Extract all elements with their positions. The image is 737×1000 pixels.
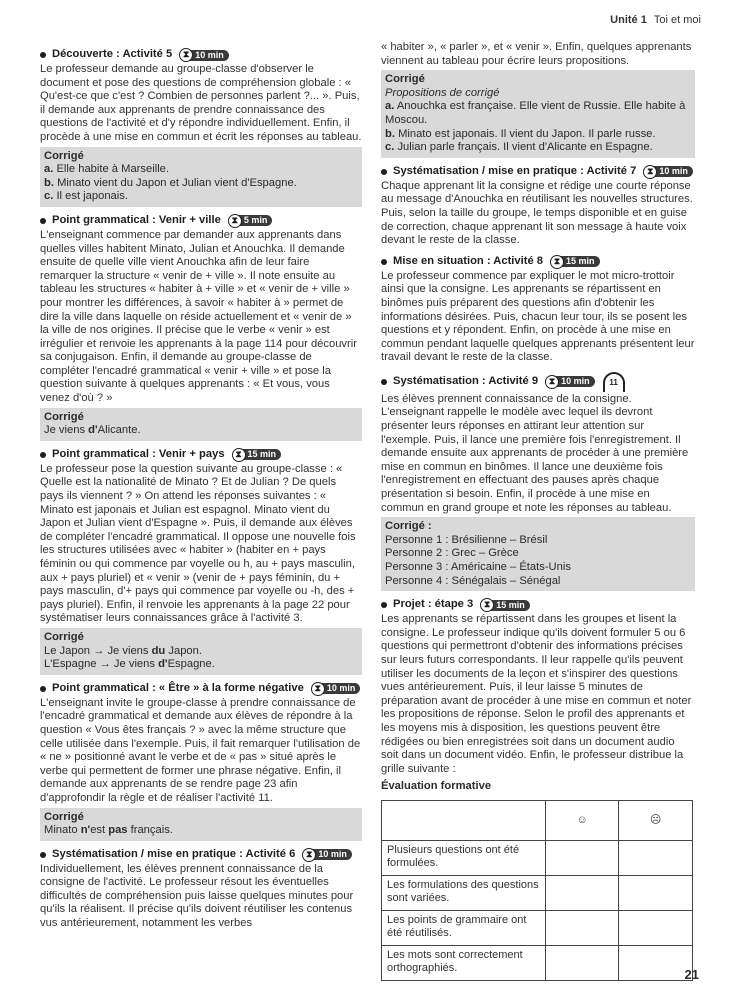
- section-activite-7: [381, 165, 695, 248]
- timer-badge: [311, 682, 361, 696]
- section-body: Chaque apprenant lit la consigne et rédige une courte réponse au message d'Anouchka en réutilisant les nouvelles structures. Puis, selon la taille du groupe, le temps disponible et en guise de correction, chaque apprenant lit son message à haute voix devant le reste de la classe.: [381, 179, 693, 247]
- section-activite-8: [381, 255, 695, 365]
- timer-minutes: 5 min: [237, 215, 273, 226]
- criterion-cell: Plusieurs questions ont été formulées.: [382, 840, 546, 875]
- criterion-cell: Les formulations des questions sont variées.: [382, 875, 546, 910]
- corrige-line: Le Japon → Je viens du Japon.: [44, 644, 202, 657]
- bullet-icon: [40, 52, 46, 58]
- hourglass-icon: ⧗: [232, 448, 246, 462]
- checkbox-cell[interactable]: [546, 840, 619, 875]
- section-heading: [381, 255, 695, 269]
- left-column: [40, 48, 362, 938]
- timer-minutes: 10 min: [188, 50, 229, 61]
- table-row: [382, 840, 693, 875]
- table-row: [382, 910, 693, 945]
- section-projet-etape-3: [381, 598, 695, 981]
- corrige-subtitle: Propositions de corrigé: [385, 86, 500, 99]
- section-heading: [381, 598, 695, 612]
- section-body: Individuellement, les élèves prennent connaissance de la consigne de l'activité. Le professeur résout les éventuelles difficultés de compréhension puis laisse quelques minutes pour qu'ils la réalisent. Il précise qu'ils doivent réutiliser les contenus vus antérieurement, notamment les verbes: [40, 862, 354, 930]
- timer-badge: [228, 214, 273, 228]
- timer-badge: [179, 48, 229, 62]
- section-heading: [40, 682, 362, 696]
- bullet-icon: [40, 686, 46, 692]
- section-body: Les apprenants se répartissent dans les groupes et lisent la consigne. Le professeur indique qu'ils doivent formuler 5 ou 6 questions qui permettront d'obtenir des informations précises sur leurs futurs correspondants. Il leur rappelle qu'ils peuvent utiliser les documents de la leçon et s'inspirer des questions vues antérieurement. Puis, il leur laisse 5 minutes de préparation avant de procéder à une mise en commun et noter les propositions de réponse. Selon le profil des apprenants et les moyens mis à disposition, les questions peuvent être rédigées ou bien enregistrées soit dans un document audio soit dans un document vidéo. Enfin, le professeur distribue la grille suivante :: [381, 613, 692, 775]
- corrige-title: Corrigé: [385, 73, 425, 86]
- corrige-line: Je viens d'Alicante.: [44, 424, 141, 437]
- bullet-icon: [381, 259, 387, 265]
- corrige-box: [40, 147, 362, 207]
- timer-minutes: 10 min: [311, 849, 352, 860]
- hourglass-icon: ⧗: [302, 848, 316, 862]
- section-body: « habiter », « parler », et « venir ». Enfin, quelques apprenants viennent au tableau pour écrire leurs propositions.: [381, 41, 692, 67]
- corrige-line: Personne 3 : Américaine – États-Unis: [385, 561, 571, 573]
- section-title: Point grammatical : Venir + ville: [52, 214, 221, 227]
- bullet-icon: [381, 169, 387, 175]
- section-title: Systématisation / mise en pratique : Activité 6: [52, 847, 296, 860]
- bullet-icon: [40, 852, 46, 858]
- happy-face-icon: ☺: [546, 800, 619, 840]
- timer-badge: [302, 848, 352, 862]
- corrige-line: c. Il est japonais.: [44, 190, 128, 203]
- section-title: Projet : étape 3: [393, 598, 474, 611]
- corrige-title: Corrigé: [44, 810, 84, 823]
- hourglass-icon: ⧗: [228, 214, 242, 228]
- section-etre-negative: [40, 682, 362, 841]
- corrige-line: b. Minato vient du Japon et Julian vient d'Espagne.: [44, 176, 297, 189]
- section-heading: [40, 214, 362, 228]
- audio-track-number: 11: [609, 378, 618, 388]
- section-heading: [40, 48, 362, 62]
- timer-badge: [480, 598, 530, 612]
- section-body: L'enseignant commence par demander aux apprenants dans quelles villes habitent Minato, Julian et Anouchka. Il demande ensuite de quelle ville vient Anouchka afin de leur faire remarquer la structure « venir de + ville ». Il note ensuite au tableau les structures « habiter à + ville » et « venir de + ville » pour montrer les différences, à savoir « habiter à » permet de dire la ville dans laquelle on réside actuellement et « venir de » la ville de nos origines. Il précise que le verbe « venir » est irrégulier et renvoie les apprenants à la page 114 pour découvrir sa conjugaison. Enfin, il demande au groupe-classe de compléter l'encadré grammatical « venir + ville » et pose la question suivante à quelques apprenants : « Et vous, vous venez d'où ? »: [40, 228, 357, 405]
- section-body: Le professeur demande au groupe-classe d'observer le document et pose des questions de compréhension globale : « Qu'est-ce que c'est ? Combien de personnes parlent ?... ». Puis, il demande aux apprenants de prendre connaissance des questions de l'activité et d'y répondre individuellement. Enfin, il procède à une mise en commun et écrit les réponses au tableau.: [40, 63, 362, 143]
- criterion-cell: Les points de grammaire ont été réutilisés.: [382, 910, 546, 945]
- corrige-line: Personne 4 : Sénégalais – Sénégal: [385, 574, 561, 587]
- timer-minutes: 15 min: [241, 449, 282, 460]
- section-heading: [40, 848, 362, 862]
- corrige-box: [381, 517, 695, 591]
- bullet-icon: [40, 452, 46, 458]
- hourglass-icon: ⧗: [545, 375, 559, 389]
- corrige-line: a. Anouchka est française. Elle vient de Russie. Elle habite à Moscou.: [385, 100, 686, 126]
- timer-minutes: 10 min: [320, 683, 361, 694]
- criterion-cell: Les mots sont correctement orthographiés.: [382, 945, 546, 980]
- corrige-line: c. Julian parle français. Il vient d'Alicante en Espagne.: [385, 141, 653, 154]
- section-title: Systématisation / mise en pratique : Activité 7: [393, 164, 637, 177]
- section-title: Systématisation : Activité 9: [393, 375, 539, 388]
- headphones-icon: [603, 372, 625, 392]
- section-heading: [40, 448, 362, 462]
- corrige-box: [40, 408, 362, 441]
- hourglass-icon: ⧗: [311, 682, 325, 696]
- section-activite-9: [381, 372, 695, 591]
- sad-face-icon: ☹: [619, 800, 693, 840]
- unit-title: Toi et moi: [653, 14, 701, 26]
- checkbox-cell[interactable]: [619, 840, 693, 875]
- timer-minutes: 15 min: [559, 256, 600, 267]
- evaluation-title: Évaluation formative: [381, 780, 492, 793]
- section-heading: [381, 372, 695, 392]
- corrige-line: b. Minato est japonais. Il vient du Japon. Il parle russe.: [385, 127, 656, 140]
- table-row: [382, 875, 693, 910]
- corrige-line: L'Espagne → Je viens d'Espagne.: [44, 658, 215, 671]
- checkbox-cell[interactable]: [619, 945, 693, 980]
- corrige-box: [40, 808, 362, 841]
- timer-minutes: 15 min: [489, 600, 530, 611]
- timer-minutes: 10 min: [652, 166, 693, 177]
- checkbox-cell[interactable]: [546, 910, 619, 945]
- corrige-box: [381, 70, 695, 158]
- hourglass-icon: ⧗: [179, 48, 193, 62]
- section-venir-pays: [40, 448, 362, 675]
- corrige-line: Personne 1 : Brésilienne – Brésil: [385, 533, 548, 546]
- table-header-row: [382, 800, 693, 840]
- corrige-title: Corrigé :: [385, 520, 432, 533]
- timer-minutes: 10 min: [554, 376, 595, 387]
- timer-badge: [643, 165, 693, 179]
- corrige-title: Corrigé: [44, 149, 84, 162]
- hourglass-icon: ⧗: [643, 165, 657, 179]
- section-heading: [381, 165, 695, 179]
- section-title: Point grammatical : « Être » à la forme négative: [52, 681, 304, 694]
- right-column: [381, 41, 695, 988]
- section-body: L'enseignant invite le groupe-classe à prendre connaissance de l'encadré grammatical et demande aux élèves de répondre à la question « Vous êtes français ? » avec la même structure que celle utilisée dans l'exemple. Puis, il fait remarquer l'utilisation de « ne » positionné avant le verbe et de « pas » situé après le verbe qui permettent de former une phrase négative. Enfin, il demande aux apprenants de se rendre page 23 afin d'approfondir la règle et de réaliser l'activité 11.: [40, 696, 361, 804]
- checkbox-cell[interactable]: [546, 945, 619, 980]
- table-cell: [382, 800, 546, 840]
- corrige-box: [40, 628, 362, 675]
- section-body: Les élèves prennent connaissance de la consigne. L'enseignant rappelle le modèle avec lequel ils devront présenter leurs réponses en attirant leur attention sur l'exemple. Puis, il lance une première fois l'enregistrement. Il demande ensuite aux apprenants de procéder à une première mise en commun en binômes. Il lance une deuxième fois l'enregistrement en effectuant des pauses après chaque présentation si besoin. Enfin, il procède à une mise en commun en grand groupe et note les réponses au tableau.: [381, 392, 689, 514]
- section-activite-6-continued: [381, 41, 695, 158]
- corrige-line: Personne 2 : Grec – Grèce: [385, 547, 519, 560]
- bullet-icon: [381, 602, 387, 608]
- timer-badge: [550, 255, 600, 269]
- page-number: 21: [684, 967, 699, 983]
- corrige-title: Corrigé: [44, 630, 84, 643]
- page-header: [610, 14, 701, 28]
- checkbox-cell[interactable]: [619, 910, 693, 945]
- checkbox-cell[interactable]: [619, 875, 693, 910]
- section-venir-ville: [40, 214, 362, 441]
- checkbox-cell[interactable]: [546, 875, 619, 910]
- corrige-title: Corrigé: [44, 410, 84, 423]
- timer-badge: [232, 448, 282, 462]
- bullet-icon: [40, 218, 46, 224]
- table-row: [382, 945, 693, 980]
- bullet-icon: [381, 379, 387, 385]
- corrige-line: Minato n'est pas français.: [44, 824, 173, 837]
- hourglass-icon: ⧗: [550, 255, 564, 269]
- unit-label: Unité 1: [610, 14, 647, 26]
- section-body: Le professeur pose la question suivante au groupe-classe : « Quelle est la nationalité de Minato ? Et de Julian ? De quels pays ils viennent ? » On attend les réponses suivantes : « Minato est japonais et Julian est espagnol. Minato vient du Japon et Julian vient d'Espagne ». Puis, il demande aux élèves de compléter l'encadré grammatical. Il oppose une nouvelle fois les structures utilisées avec « habiter » (habiter en + pays féminin ou qui commence par voyelle ou h, au + pays masculin, aux + pays pluriel) et « venir » (venir de + pays féminin, du + pays masculin, d'+ pays qui commence par voyelle ou -h, des + pays pluriel). Enfin, il renvoie les apprenants à la page 22 pour systématiser leurs connaissances grâce à l'activité 3.: [40, 462, 356, 625]
- section-body: Le professeur commence par expliquer le mot micro-trottoir ainsi que la consigne. Les apprenants se répartissent en binômes puis préparent des questions afin d'obtenir les informations désirées. Puis, chacun leur tour, ils se posent les questions et y répondent. Enfin, on procède à une mise en commun pendant laquelle quelques apprenants présentent leur travail devant le reste de la classe.: [381, 269, 695, 364]
- timer-badge: [545, 375, 595, 389]
- section-decouverte: [40, 48, 362, 207]
- section-title: Point grammatical : Venir + pays: [52, 448, 225, 461]
- section-activite-6: [40, 848, 362, 931]
- evaluation-grid: [381, 800, 693, 981]
- section-title: Découverte : Activité 5: [52, 48, 173, 61]
- section-title: Mise en situation : Activité 8: [393, 254, 544, 267]
- corrige-line: a. Elle habite à Marseille.: [44, 163, 170, 176]
- hourglass-icon: ⧗: [480, 598, 494, 612]
